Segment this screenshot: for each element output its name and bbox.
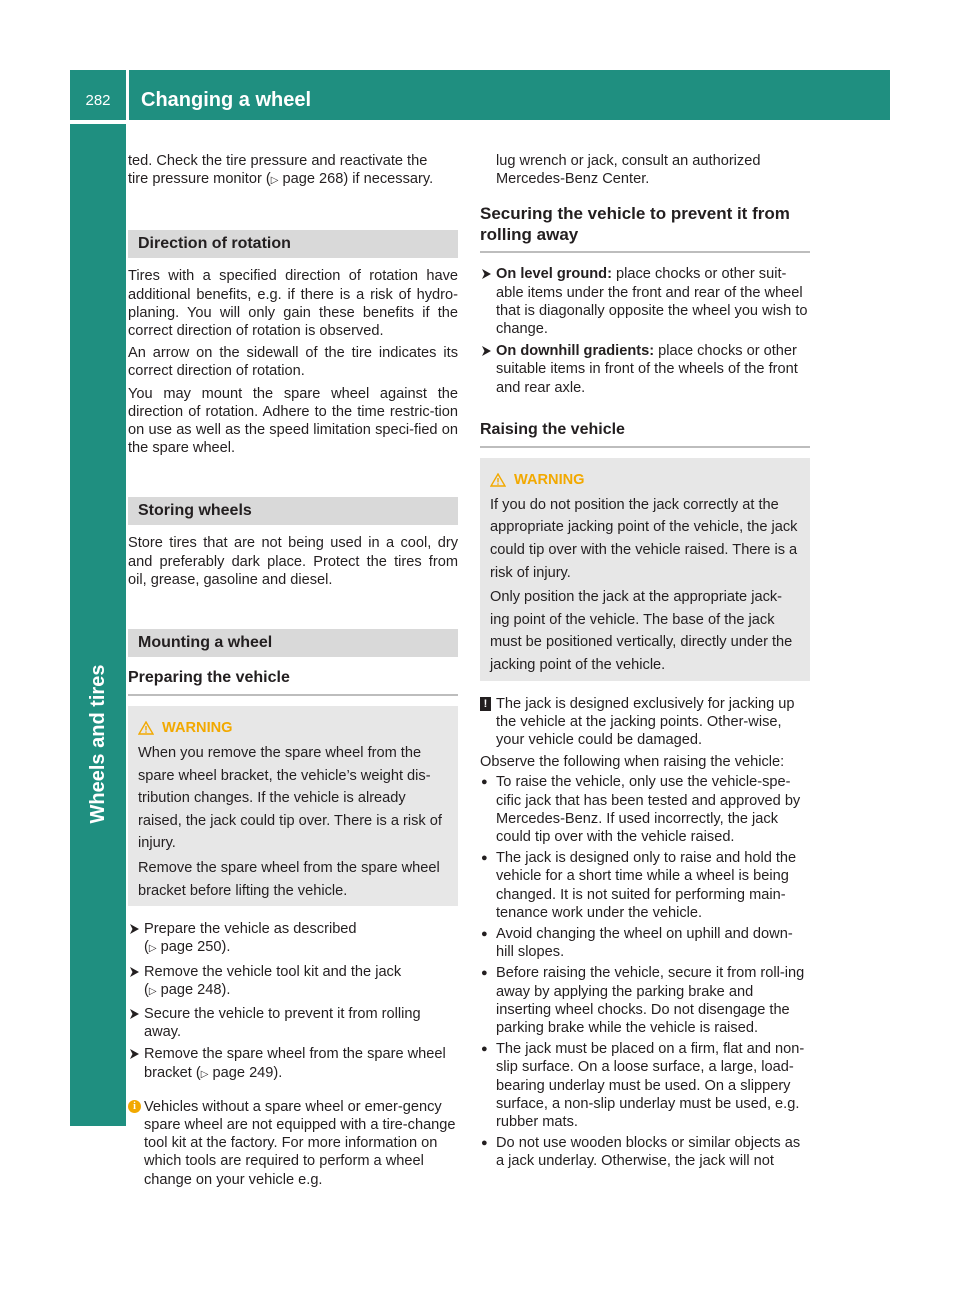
subheading-preparing: Preparing the vehicle	[128, 667, 458, 696]
bullet-icon: ●	[481, 852, 488, 865]
step-arrow-icon	[480, 342, 494, 360]
observe-text: Observe the following when raising the vehicle:	[480, 754, 785, 771]
step-prepare: Prepare the vehicle as described (▷ page 250).	[128, 920, 458, 958]
page-reference-triangle-icon: ▷	[148, 985, 157, 997]
step-remove-toolkit: Remove the vehicle tool kit and the jack (▷ page 248).	[128, 963, 458, 1001]
list-item: ● Do not use wooden blocks or similar objects as a jack underlay. Otherwise, the jack will not	[481, 1135, 801, 1170]
subheading-raising: Raising the vehicle	[480, 419, 810, 448]
step-arrow-icon	[480, 265, 494, 283]
warning-box-preparing	[128, 706, 458, 906]
direction-paragraph-3: You may mount the spare wheel against the direction of rotation. Adhere to the time restric-tion on use as well as the speed limitation speci-fied on the spare wheel.	[128, 385, 458, 457]
warning-text-2: Only position the jack at the appropriate jack-ing point of the vehicle. The base of the jack must be positioned vertically, directly under the jacking point of the vehicle.	[490, 589, 793, 673]
right-column	[480, 152, 810, 1171]
side-tab	[70, 124, 126, 1126]
info-note: i Vehicles without a spare wheel or emer-gency spare wheel are not equipped with a tire-change tool kit at the factory. For more information on which tools are required to perform a wheel change on your vehicle e.g.	[128, 1098, 458, 1189]
header-divider	[126, 70, 129, 120]
bullet-icon: ●	[481, 776, 488, 789]
step-level-ground: On level ground: place chocks or other suit-able items under the front and rear of the wheel that is diagonally opposite the wheel you wish to change.	[480, 265, 810, 338]
list-item: ● The jack is designed only to raise and hold the vehicle for a short time while a wheel is being changed. It is not suited for performing main-tenance work under the vehicle.	[481, 850, 797, 921]
intro-text: ted. Check the tire pressure and reactivate the tire pressure monitor (▷ page 268) if necessary.	[128, 153, 434, 188]
warning-text-2: Remove the spare wheel from the spare wheel bracket before lifting the vehicle.	[138, 860, 440, 899]
list-item: ● To raise the vehicle, only use the vehicle-spe-cific jack that has been tested and approved by Mercedes-Benz. If used incorrectly, the jack could tip over with the vehicle raised.	[481, 774, 801, 845]
step-downhill: On downhill gradients: place chocks or other suitable items in front of the wheels of the front and rear axle.	[480, 342, 810, 397]
step-remove-spare: Remove the spare wheel from the spare wheel bracket (▷ page 249).	[128, 1045, 458, 1083]
section-heading-storing: Storing wheels	[128, 497, 458, 525]
damage-note: ! The jack is designed exclusively for jacking up the vehicle at the jacking points. Other-wise, your vehicle could be damaged.	[480, 695, 810, 750]
list-item: ● Before raising the vehicle, secure it from roll-ing away by applying the parking brake and inserting wheel chocks. Do not disengage the parking brake while the vehicle is raised.	[481, 965, 805, 1037]
storing-paragraph: Store tires that are not being used in a cool, dry and preferably dark place. Protect the tires from oil, grease, gasoline and diesel.	[128, 535, 458, 588]
info-icon: i	[128, 1100, 141, 1113]
step-arrow-icon	[128, 920, 142, 938]
warning-text-1: If you do not position the jack correctly at the appropriate jacking point of the vehicle, the jack could tip over with the vehicle raised. There is a risk of injury.	[490, 496, 798, 581]
list-item: ● Avoid changing the wheel on uphill and down-hill slopes.	[481, 926, 793, 961]
step-secure: Secure the vehicle to prevent it from rolling away.	[128, 1005, 458, 1041]
section-heading-mounting: Mounting a wheel	[128, 629, 458, 657]
section-heading-direction: Direction of rotation	[128, 230, 458, 258]
chapter-title: Changing a wheel	[141, 89, 312, 111]
step-arrow-icon	[128, 1045, 142, 1063]
step-arrow-icon	[128, 1005, 142, 1023]
step-arrow-icon	[128, 963, 142, 981]
warning-box-raising	[480, 458, 810, 681]
warning-triangle-icon	[490, 473, 506, 487]
page-number: 282	[85, 92, 111, 109]
list-item: ● The jack must be placed on a firm, flat and non-slip surface. On a loose surface, a large, load-bearing underlay must be used. On a slippery surface, a non-slip underlay must be used, e.g. rubber mats.	[481, 1041, 805, 1131]
direction-paragraph-1: Tires with a specified direction of rotation have additional benefits, e.g. if there is a risk of hydro-planing. You will only gain these benefits if the correct direction of rotation is observed.	[128, 268, 458, 340]
warning-triangle-icon	[138, 721, 154, 735]
bullet-icon: ●	[481, 1043, 488, 1056]
warning-text-1: When you remove the spare wheel from the spare wheel bracket, the vehicle’s weight dis-tribution changes. If the vehicle is already raised, the jack could tip over. There is a risk of injury.	[138, 745, 442, 852]
direction-paragraph-2: An arrow on the sidewall of the tire indicates its correct direction of rotation.	[128, 345, 458, 380]
subheading-securing: Securing the vehicle to prevent it from rolling away	[480, 203, 810, 253]
exclamation-icon: !	[480, 697, 491, 711]
left-column	[128, 152, 458, 1189]
page-reference-triangle-icon: ▷	[200, 1068, 209, 1080]
side-tab-label: Wheels and tires	[86, 664, 109, 824]
warning-title: WARNING	[514, 471, 585, 488]
bullet-icon: ●	[481, 928, 488, 941]
bullet-icon: ●	[481, 967, 488, 980]
warning-title: WARNING	[162, 720, 233, 737]
bullet-icon: ●	[481, 1137, 488, 1150]
page-reference-triangle-icon: ▷	[148, 943, 157, 955]
right-intro-text: lug wrench or jack, consult an authorized Mercedes-Benz Center.	[496, 153, 761, 188]
page-reference-triangle-icon: ▷	[270, 175, 279, 187]
